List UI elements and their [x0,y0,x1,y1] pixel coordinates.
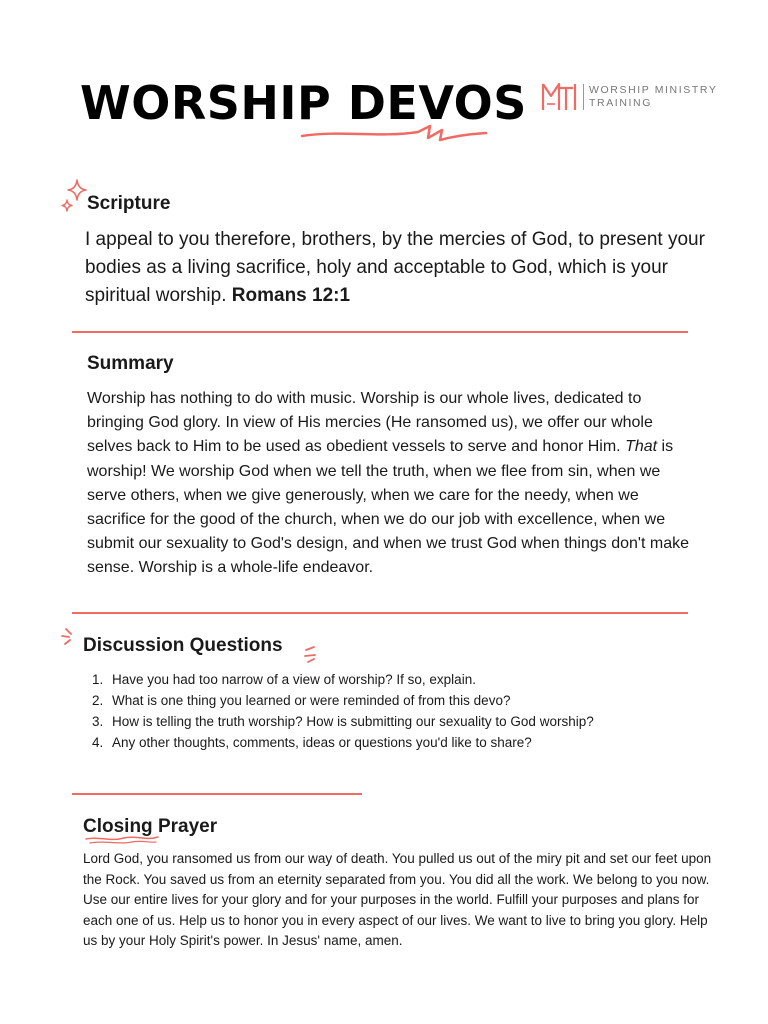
wmt-logo-icon [541,80,579,114]
closing-prayer-text: Lord God, you ransomed us from our way of death. You pulled us out of the miry pit and set our feet upon the Rock. You saved us from an eternity separated from you. You did all the work. We belong to you now. Use our entire lives for your glory and for your purposes in the world. Fulfill your purposes and plans for each one of us. Help us to honor you in every aspect of our lives. We want to live to bring you glory. Help us by your Holy Spirit's power. In Jesus' name, amen. [83,851,712,949]
section-divider [72,331,688,333]
scripture-verse: I appeal to you therefore, brothers, by the mercies of God, to present your bodies as a living sacrifice, holy and acceptable to God, which is your spiritual worship. [85,229,705,306]
summary-text [87,387,699,581]
scripture-reference: Romans 12:1 [231,285,351,306]
sparkle-icon [60,178,88,216]
summary-text-before: Worship has nothing to do with music. Worship is our whole lives, dedicated to bringing God glory. In view of His mercies (He ransomed us), we offer our whole selves back to Him to be used as obedient vessels to serve and honor Him. [87,390,653,456]
section-divider [72,612,688,614]
list-item [92,669,594,690]
list-item [92,732,594,753]
question-number: 2. [92,693,104,708]
question-number: 1. [92,672,104,687]
list-item [92,690,594,711]
burst-lines-icon [60,626,80,648]
logo-line-2: TRAINING [589,97,652,109]
summary-text-after: is worship! We worship God when we tell the truth, when we flee from sin, when we serve others, when we give generously, when we care for the needy, when we sacrifice for the good of the church, when we do our job with excellence, when we submit our sexuality to God's design, and when we trust God when things don't make sense. Worship is a whole-life endeavor. [87,438,689,577]
question-text: What is one thing you learned or were reminded of from this devo? [112,693,511,708]
question-number: 4. [92,735,104,750]
burst-lines-icon [302,644,324,668]
list-item [92,711,594,732]
page-title: WORSHIP DEVOS [80,76,527,130]
summary-emphasis: That [625,438,658,456]
summary-heading: Summary [87,353,174,374]
question-text: Have you had too narrow of a view of worship? If so, explain. [112,672,476,687]
scripture-text [85,226,715,310]
squiggle-underline-icon [300,124,490,146]
squiggle-underline-icon [84,834,160,846]
logo-line-1: WORSHIP MINISTRY [589,84,718,96]
question-text: Any other thoughts, comments, ideas or questions you'd like to share? [112,735,532,750]
discussion-heading: Discussion Questions [83,635,283,656]
question-text: How is telling the truth worship? How is submitting our sexuality to God worship? [112,714,594,729]
question-number: 3. [92,714,104,729]
section-divider [72,793,362,795]
closing-heading: Closing Prayer [83,816,218,837]
logo-text [583,84,717,110]
question-list [92,669,594,753]
scripture-heading: Scripture [87,193,171,214]
